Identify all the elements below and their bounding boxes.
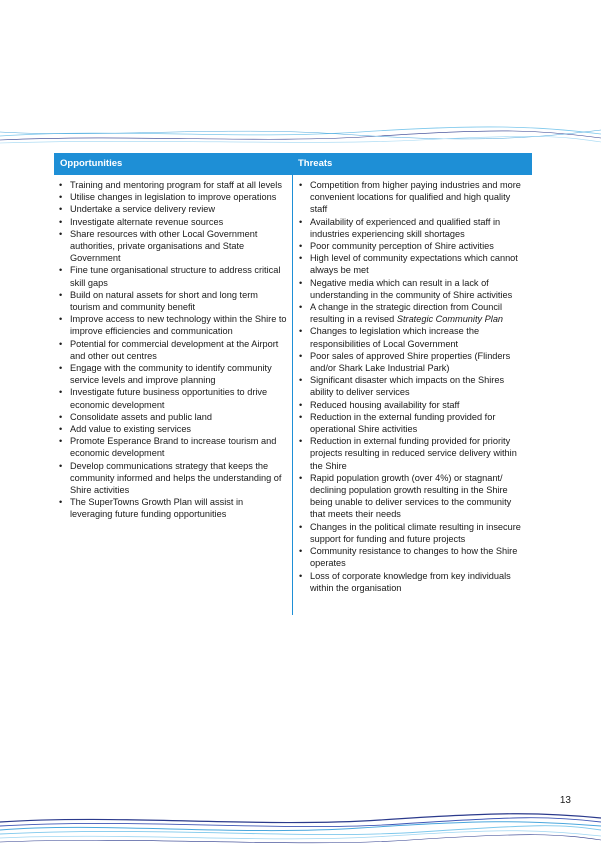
threats-item: • Significant disaster which impacts on the Shires ability to deliver services — [298, 374, 532, 398]
threats-item: • Availability of experienced and qualified staff in industries experiencing skill shortages — [298, 216, 532, 240]
table-header — [54, 153, 532, 175]
opportunities-column — [54, 175, 292, 615]
threats-item: • Changes in the political climate resulting in insecure support for funding and future projects — [298, 521, 532, 545]
opportunities-item: • Promote Esperance Brand to increase tourism and economic development — [58, 435, 292, 459]
threats-item: • Poor sales of approved Shire properties (Flinders and/or Shark Lake Industrial Park) — [298, 350, 532, 374]
threats-item: • Community resistance to changes to how the Shire operates — [298, 545, 532, 569]
threats-header: Threats — [298, 158, 333, 169]
opportunities-item: • Training and mentoring program for staff at all levels — [58, 179, 292, 191]
threats-item-emphasis: Strategic Community Plan — [396, 314, 504, 325]
page-number: 13 — [559, 795, 571, 806]
threats-item: • Changes to legislation which increase the responsibilities of Local Government — [298, 325, 532, 349]
threats-item-text: A change in the strategic direction from Council resulting in a revised — [310, 302, 503, 325]
threats-item: • Reduced housing availability for staff — [298, 399, 532, 411]
opportunities-item: • Add value to existing services — [58, 423, 292, 435]
opportunities-item: • Build on natural assets for short and long term tourism and community benefit — [58, 289, 292, 313]
decorative-swirl-bottom — [0, 808, 601, 850]
opportunities-item: • The SuperTowns Growth Plan will assist in leveraging future funding opportunities — [58, 496, 292, 520]
threats-item: • Poor community perception of Shire activities — [298, 240, 532, 252]
opportunities-header: Opportunities — [60, 158, 123, 169]
opportunities-item: • Investigate alternate revenue sources — [58, 216, 292, 228]
opportunities-item: • Fine tune organisational structure to address critical skill gaps — [58, 264, 292, 288]
threats-item: • Competition from higher paying industries and more convenient locations for qualified and high quality staff — [298, 179, 532, 216]
opportunities-item: • Engage with the community to identify community service levels and improve planning — [58, 362, 292, 386]
opportunities-item: • Share resources with other Local Government authorities, private organisations and State Government — [58, 228, 292, 265]
threats-item: • Reduction in external funding provided for priority projects resulting in reduced service delivery within the Shire — [298, 435, 532, 472]
threats-item: • Reduction in the external funding provided for operational Shire activities — [298, 411, 532, 435]
threats-item: • High level of community expectations which cannot always be met — [298, 252, 532, 276]
threats-item: • Negative media which can result in a lack of understanding in the community of Shire activities — [298, 277, 532, 301]
opportunities-item: • Develop communications strategy that keeps the community informed and helps the understanding of Shire activities — [58, 460, 292, 497]
table-body — [54, 175, 532, 615]
threats-item — [298, 301, 532, 325]
opportunities-item: • Improve access to new technology within the Shire to improve efficiencies and communication — [58, 313, 292, 337]
decorative-swirl-top — [0, 118, 601, 148]
threats-item: • Rapid population growth (over 4%) or stagnant/ declining population growth resulting in the Shire being unable to deliver services to the community that meets their needs — [298, 472, 532, 521]
threats-list — [298, 179, 532, 594]
opportunities-list — [58, 179, 292, 521]
opportunities-item: • Utilise changes in legislation to improve operations — [58, 191, 292, 203]
swot-table — [54, 153, 532, 615]
opportunities-item: • Investigate future business opportunities to drive economic development — [58, 386, 292, 410]
opportunities-item: • Potential for commercial development at the Airport and other out centres — [58, 338, 292, 362]
opportunities-item: • Consolidate assets and public land — [58, 411, 292, 423]
opportunities-item: • Undertake a service delivery review — [58, 203, 292, 215]
threats-column — [292, 175, 532, 615]
threats-item: • Loss of corporate knowledge from key individuals within the organisation — [298, 570, 532, 594]
